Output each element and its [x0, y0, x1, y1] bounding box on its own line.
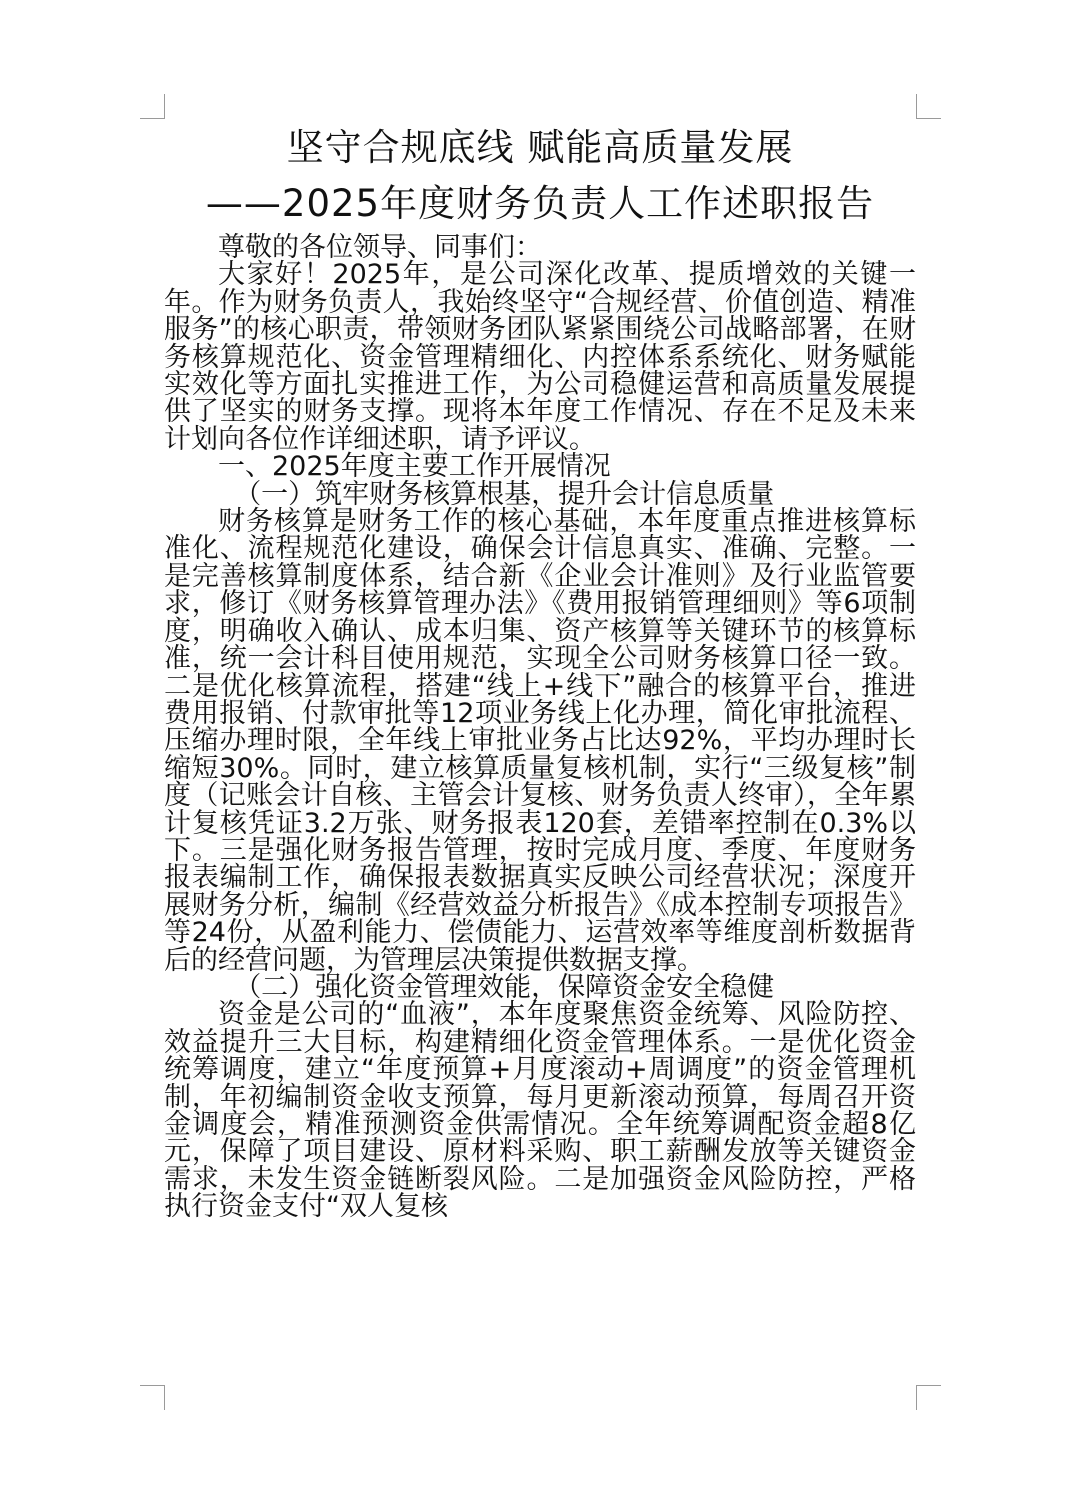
- document-title: 坚守合规底线 赋能高质量发展: [286, 126, 794, 169]
- salutation: 尊敬的各位领导、同事们：: [218, 232, 542, 263]
- subsection-heading: （一）筑牢财务核算根基，提升会计信息质量: [234, 478, 775, 510]
- section-heading: 一、2025年度主要工作开展情况: [218, 451, 611, 483]
- crop-mark-bottom-right: [916, 1385, 941, 1410]
- body-paragraph: 资金是公司的“血液”，本年度聚焦资金统筹、风险防控、效益提升三大目标，构建精细化资金管理体系。一是优化资金统筹调度，建立“年度预算+月度滚动+周调度”的资金管理机制，年初编制资金收支预算，每月更新滚动预算，每周召开资金调度会，精准预测资金供需情况。全年统筹调配资金超8亿元，保障了项目建设、原材料采购、职工薪酬发放等关键资金需求，未发生资金链断裂风险。二是加强资金风险防控，严格执行资金支付“双人复核: [164, 999, 916, 1223]
- body-paragraph: 财务核算是财务工作的核心基础，本年度重点推进核算标准化、流程规范化建设，确保会计信息真实、准确、完整。一是完善核算制度体系，结合新《企业会计准则》及行业监管要求，修订《财务核算管理办法》《费用报销管理细则》等6项制度，明确收入确认、成本归集、资产核算等关键环节的核算标准，统一会计科目使用规范，实现全公司财务核算口径一致。二是优化核算流程，搭建“线上+线下”融合的核算平台，推进费用报销、付款审批等12项业务线上化办理，简化审批流程、压缩办理时限，全年线上审批业务占比达92%，平均办理时长缩短30%。同时，建立核算质量复核机制，实行“三级复核”制度（记账会计自核、主管会计复核、财务负责人终审），全年累计复核凭证3.2万张、财务报表120套，差错率控制在0.3%以下。三是强化财务报告管理，按时完成月度、季度、年度财务报表编制工作，确保报表数据真实反映公司经营状况；深度开展财务分析，编制《经营效益分析报告》《成本控制专项报告》等24份，从盈利能力、偿债能力、运营效率等维度剖析数据背后的经营问题，为管理层决策提供数据支撑。: [164, 506, 916, 976]
- subsection-heading: （二）强化资金管理效能，保障资金安全稳健: [234, 971, 775, 1003]
- crop-mark-top-right: [916, 94, 941, 119]
- intro-paragraph: 大家好！2025年，是公司深化改革、提质增效的关键一年。作为财务负责人，我始终坚守“合规经营、价值创造、精准服务”的核心职责，带领财务团队紧紧围绕公司战略部署，在财务核算规范化、资金管理精细化、内控体系系统化、财务赋能实效化等方面扎实推进工作，为公司稳健运营和高质量发展提供了坚实的财务支撑。现将本年度工作情况、存在不足及未来计划向各位作详细述职，请予评议。: [164, 259, 916, 455]
- document-page: [164, 118, 916, 1360]
- document-subtitle: ——2025年度财务负责人工作述职报告: [205, 182, 875, 225]
- document-body: [164, 234, 916, 1221]
- crop-mark-top-left: [140, 94, 165, 119]
- crop-mark-bottom-left: [140, 1385, 165, 1410]
